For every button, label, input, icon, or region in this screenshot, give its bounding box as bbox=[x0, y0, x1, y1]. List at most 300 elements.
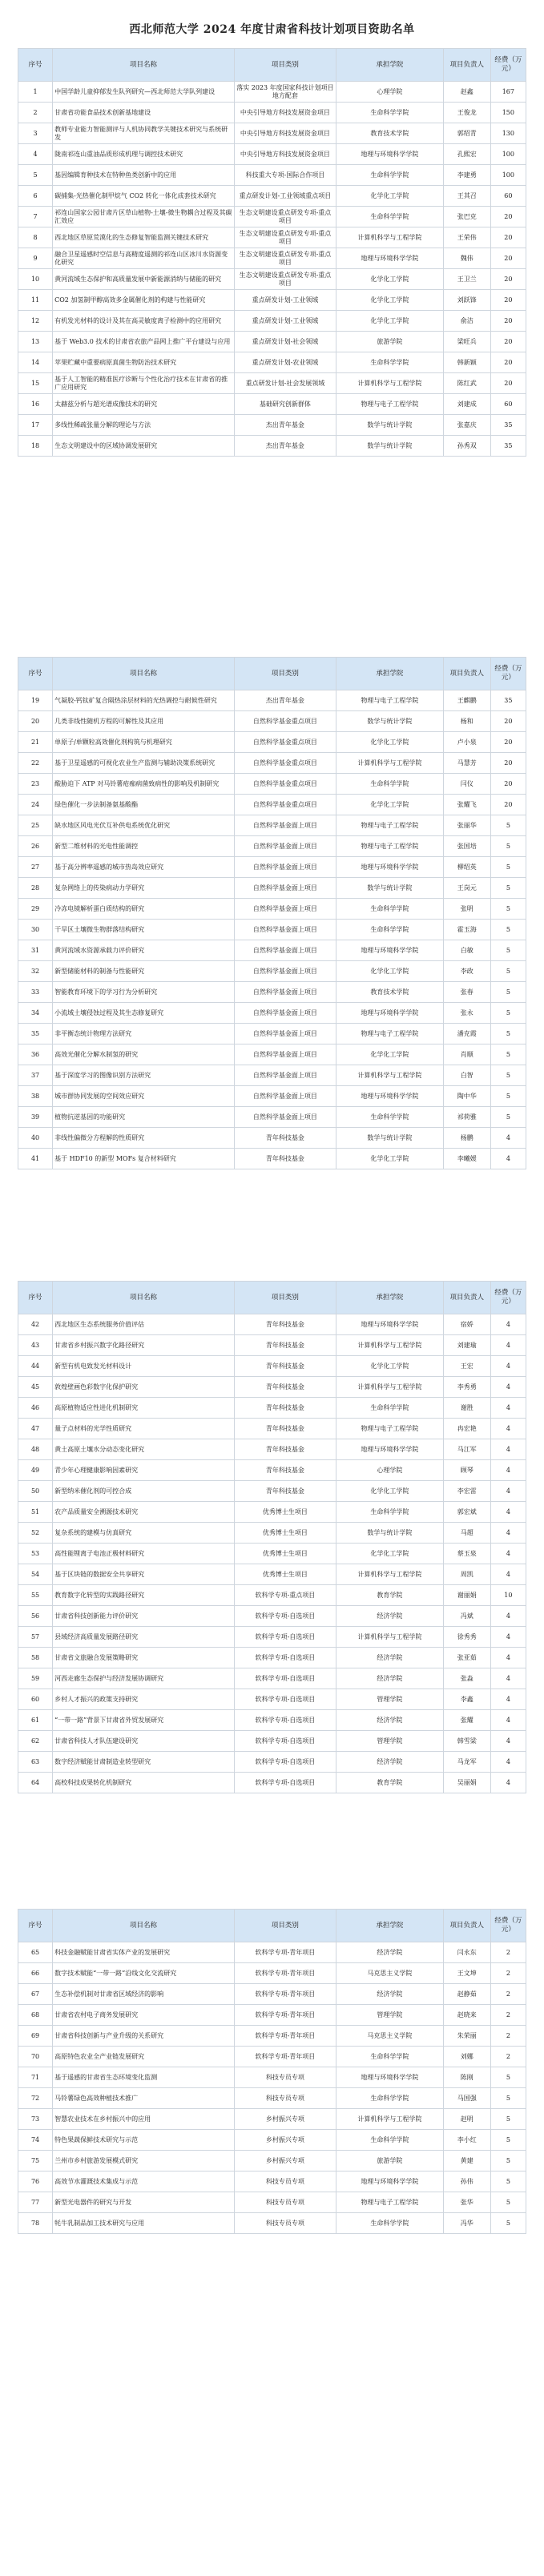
header-amount: 经费（万元） bbox=[490, 1282, 526, 1314]
funding-table-part-4 bbox=[18, 1909, 526, 2234]
project-type: 中央引导地方科技发展资金项目 bbox=[234, 123, 336, 144]
project-name: 基于 HDF10 的新型 MOFs 复合材料研究 bbox=[53, 1149, 235, 1169]
funding-amount: 2 bbox=[490, 1942, 526, 1963]
funding-table-part-2 bbox=[18, 657, 526, 1169]
college: 教育技术学院 bbox=[336, 982, 443, 1003]
project-leader: 潘克霞 bbox=[443, 1024, 490, 1044]
project-type: 中央引导地方科技发展资金项目 bbox=[234, 103, 336, 123]
funding-amount: 5 bbox=[490, 1065, 526, 1086]
funding-amount: 20 bbox=[490, 774, 526, 795]
table-row bbox=[18, 1963, 526, 1984]
table-row bbox=[18, 82, 526, 103]
funding-amount: 4 bbox=[490, 1502, 526, 1523]
project-leader: 张明 bbox=[443, 899, 490, 920]
project-type: 科技专员专项 bbox=[234, 2067, 336, 2088]
row-number: 22 bbox=[18, 753, 53, 774]
project-type: 科技专员专项 bbox=[234, 2088, 336, 2109]
table-row bbox=[18, 2213, 526, 2234]
project-type: 青年科技基金 bbox=[234, 1128, 336, 1149]
project-name: 黄河流域生态保护和高质量发展中新能源消纳与储能的研究 bbox=[53, 269, 235, 290]
project-name: 城市群协同发展的空间效应研究 bbox=[53, 1086, 235, 1107]
college: 数学与统计学院 bbox=[336, 1523, 443, 1544]
row-number: 27 bbox=[18, 857, 53, 878]
row-number: 47 bbox=[18, 1419, 53, 1439]
project-type: 基础研究创新群体 bbox=[234, 394, 336, 415]
project-name: 气凝胶-钙钛矿复合隔热涂层材料的光热调控与耐候性研究 bbox=[53, 690, 235, 711]
header-amount: 经费（万元） bbox=[490, 49, 526, 82]
funding-amount: 20 bbox=[490, 248, 526, 269]
college: 生命科学学院 bbox=[336, 1398, 443, 1419]
project-leader: 顾琴 bbox=[443, 1460, 490, 1481]
project-leader: 赵鑫 bbox=[443, 82, 490, 103]
project-type: 重点研发计划-工业领域 bbox=[234, 311, 336, 332]
college: 计算机科学与工程学院 bbox=[336, 1335, 443, 1356]
project-leader: 蔡玉泉 bbox=[443, 1544, 490, 1564]
table-row bbox=[18, 311, 526, 332]
project-type: 科技专员专项 bbox=[234, 2171, 336, 2192]
row-number: 23 bbox=[18, 774, 53, 795]
college: 物理与电子工程学院 bbox=[336, 2192, 443, 2213]
table-row bbox=[18, 1149, 526, 1169]
funding-amount: 5 bbox=[490, 940, 526, 961]
college: 管理学院 bbox=[336, 1689, 443, 1710]
project-name: 青少年心理健康影响因素研究 bbox=[53, 1460, 235, 1481]
table-row bbox=[18, 2151, 526, 2171]
table-row bbox=[18, 1523, 526, 1544]
college: 计算机科学与工程学院 bbox=[336, 1065, 443, 1086]
project-type: 自然科学基金面上项目 bbox=[234, 857, 336, 878]
project-type: 优秀博士生项目 bbox=[234, 1523, 336, 1544]
project-type: 软科学专项-青年项目 bbox=[234, 1984, 336, 2005]
table-row bbox=[18, 2047, 526, 2067]
project-leader: 张嘉庆 bbox=[443, 415, 490, 436]
project-name: “一带一路”背景下甘肃省外贸发展研究 bbox=[53, 1710, 235, 1731]
project-type: 青年科技基金 bbox=[234, 1335, 336, 1356]
table-row bbox=[18, 1502, 526, 1523]
table-row bbox=[18, 144, 526, 165]
funding-amount: 4 bbox=[490, 1731, 526, 1752]
project-name: 生态文明建设中的区域协调发展研究 bbox=[53, 436, 235, 457]
project-type: 重点研发计划-农业领域 bbox=[234, 352, 336, 373]
table-row bbox=[18, 2171, 526, 2192]
project-name: 县域经济高质量发展路径研究 bbox=[53, 1627, 235, 1648]
project-name: 复杂系统的建模与仿真研究 bbox=[53, 1523, 235, 1544]
funding-amount: 5 bbox=[490, 961, 526, 982]
project-leader: 陈红武 bbox=[443, 373, 490, 394]
table-row bbox=[18, 690, 526, 711]
funding-amount: 5 bbox=[490, 2151, 526, 2171]
table-header-row bbox=[18, 1282, 526, 1314]
funding-amount: 5 bbox=[490, 1024, 526, 1044]
table-row bbox=[18, 878, 526, 899]
table-row bbox=[18, 227, 526, 248]
college: 地理与环境科学学院 bbox=[336, 2067, 443, 2088]
funding-table-part-3 bbox=[18, 1281, 526, 1793]
project-name: 酸胁迫下 ATP 对马铃薯疮痂病菌致病性的影响及机制研究 bbox=[53, 774, 235, 795]
funding-amount: 5 bbox=[490, 2088, 526, 2109]
table-row bbox=[18, 1773, 526, 1793]
project-type: 乡村振兴专项 bbox=[234, 2109, 336, 2130]
college: 生命科学学院 bbox=[336, 2213, 443, 2234]
funding-amount: 5 bbox=[490, 899, 526, 920]
college: 化学化工学院 bbox=[336, 961, 443, 982]
college: 化学化工学院 bbox=[336, 732, 443, 753]
row-number: 36 bbox=[18, 1044, 53, 1065]
project-name: 黄土高原土壤水分动态变化研究 bbox=[53, 1439, 235, 1460]
project-type: 生态文明建设重点研发专项-重点项目 bbox=[234, 227, 336, 248]
project-type: 软科学专项-自选项目 bbox=[234, 1668, 336, 1689]
header-project-name: 项目名称 bbox=[53, 1282, 235, 1314]
college: 计算机科学与工程学院 bbox=[336, 1564, 443, 1585]
table-row bbox=[18, 2088, 526, 2109]
college: 经济学院 bbox=[336, 1984, 443, 2005]
funding-amount: 20 bbox=[490, 352, 526, 373]
college: 经济学院 bbox=[336, 1606, 443, 1627]
funding-amount: 35 bbox=[490, 690, 526, 711]
project-type: 科技专员专项 bbox=[234, 2192, 336, 2213]
project-type: 软科学专项-青年项目 bbox=[234, 2047, 336, 2067]
project-type: 软科学专项-自选项目 bbox=[234, 1752, 336, 1773]
college: 经济学院 bbox=[336, 1752, 443, 1773]
college: 地理与环境科学学院 bbox=[336, 248, 443, 269]
table-row bbox=[18, 123, 526, 144]
project-name: 融合卫星遥感时空信息与高精度遥测的祁连山区冰川水资源变化研究 bbox=[53, 248, 235, 269]
funding-amount: 20 bbox=[490, 732, 526, 753]
project-type: 软科学专项-自选项目 bbox=[234, 1648, 336, 1668]
row-number: 35 bbox=[18, 1024, 53, 1044]
project-leader: 魏伟 bbox=[443, 248, 490, 269]
project-name: CO2 加氢制甲醇高效多金属催化剂的构建与性能研究 bbox=[53, 290, 235, 311]
project-name: 陇南祁连山重油品质形成机理与调控技术研究 bbox=[53, 144, 235, 165]
funding-amount: 4 bbox=[490, 1481, 526, 1502]
college: 数学与统计学院 bbox=[336, 415, 443, 436]
project-leader: 刘跃锋 bbox=[443, 290, 490, 311]
college: 马克思主义学院 bbox=[336, 2026, 443, 2047]
table-row bbox=[18, 2067, 526, 2088]
project-leader: 陈刚 bbox=[443, 2067, 490, 2088]
project-type: 自然科学基金面上项目 bbox=[234, 1003, 336, 1024]
table-row bbox=[18, 373, 526, 394]
table-row bbox=[18, 1398, 526, 1419]
project-type: 自然科学基金面上项目 bbox=[234, 961, 336, 982]
table-row bbox=[18, 732, 526, 753]
college: 化学化工学院 bbox=[336, 795, 443, 815]
college: 管理学院 bbox=[336, 2005, 443, 2026]
funding-amount: 60 bbox=[490, 186, 526, 207]
funding-amount: 4 bbox=[490, 1128, 526, 1149]
table-row bbox=[18, 186, 526, 207]
college: 化学化工学院 bbox=[336, 1481, 443, 1502]
table-row bbox=[18, 103, 526, 123]
project-name: 甘肃省文旅融合发展策略研究 bbox=[53, 1648, 235, 1668]
funding-amount: 4 bbox=[490, 1752, 526, 1773]
project-leader: 祁荷雅 bbox=[443, 1107, 490, 1128]
project-type: 生态文明建设重点研发专项-重点项目 bbox=[234, 269, 336, 290]
college: 数学与统计学院 bbox=[336, 711, 443, 732]
table-row bbox=[18, 961, 526, 982]
funding-amount: 4 bbox=[490, 1335, 526, 1356]
table-row bbox=[18, 1710, 526, 1731]
college: 物理与电子工程学院 bbox=[336, 815, 443, 836]
project-leader: 赵晓来 bbox=[443, 2005, 490, 2026]
funding-amount: 2 bbox=[490, 1984, 526, 2005]
funding-amount: 4 bbox=[490, 1356, 526, 1377]
project-leader: 周凯 bbox=[443, 1564, 490, 1585]
project-name: 缺水地区风电光伏互补供电系统优化研究 bbox=[53, 815, 235, 836]
row-number: 74 bbox=[18, 2130, 53, 2151]
row-number: 39 bbox=[18, 1107, 53, 1128]
funding-amount: 100 bbox=[490, 144, 526, 165]
table-row bbox=[18, 1024, 526, 1044]
project-name: 牦牛乳制品加工技术研究与应用 bbox=[53, 2213, 235, 2234]
project-name: 甘肃省农村电子商务发展研究 bbox=[53, 2005, 235, 2026]
table-row bbox=[18, 2192, 526, 2213]
college: 化学化工学院 bbox=[336, 290, 443, 311]
table-row bbox=[18, 436, 526, 457]
table-row bbox=[18, 753, 526, 774]
project-type: 乡村振兴专项 bbox=[234, 2130, 336, 2151]
table-row bbox=[18, 165, 526, 186]
project-name: 量子点材料的光学性质研究 bbox=[53, 1419, 235, 1439]
project-leader: 刘建瑜 bbox=[443, 1335, 490, 1356]
row-number: 10 bbox=[18, 269, 53, 290]
table-row bbox=[18, 1065, 526, 1086]
project-name: 祁连山国家公园甘肃片区草山植物-土壤-微生物耦合过程及其碳汇效应 bbox=[53, 207, 235, 227]
project-type: 软科学专项-重点项目 bbox=[234, 1585, 336, 1606]
college: 物理与电子工程学院 bbox=[336, 836, 443, 857]
project-name: 科技金融赋能甘肃省实体产业的发展研究 bbox=[53, 1942, 235, 1963]
funding-amount: 20 bbox=[490, 795, 526, 815]
row-number: 76 bbox=[18, 2171, 53, 2192]
row-number: 25 bbox=[18, 815, 53, 836]
project-type: 乡村振兴专项 bbox=[234, 2151, 336, 2171]
project-leader: 白智 bbox=[443, 1065, 490, 1086]
college: 地理与环境科学学院 bbox=[336, 1086, 443, 1107]
project-type: 自然科学基金面上项目 bbox=[234, 878, 336, 899]
project-type: 自然科学基金面上项目 bbox=[234, 1107, 336, 1128]
row-number: 38 bbox=[18, 1086, 53, 1107]
project-name: 生态补偿机制对甘肃省区域经济的影响 bbox=[53, 1984, 235, 2005]
project-leader: 吴丽娟 bbox=[443, 1773, 490, 1793]
project-type: 自然科学基金面上项目 bbox=[234, 899, 336, 920]
header-number: 序号 bbox=[18, 49, 53, 82]
project-name: 甘肃省功能食品技术创新基地建设 bbox=[53, 103, 235, 123]
funding-amount: 5 bbox=[490, 878, 526, 899]
header-number: 序号 bbox=[18, 1910, 53, 1942]
project-leader: 闫仪 bbox=[443, 774, 490, 795]
table-row bbox=[18, 2026, 526, 2047]
row-number: 62 bbox=[18, 1731, 53, 1752]
funding-amount: 4 bbox=[490, 1564, 526, 1585]
project-type: 杰出青年基金 bbox=[234, 690, 336, 711]
table-row bbox=[18, 1377, 526, 1398]
college: 物理与电子工程学院 bbox=[336, 1419, 443, 1439]
project-type: 自然科学基金面上项目 bbox=[234, 920, 336, 940]
project-name: 基于高分辨率遥感的城市热岛效应研究 bbox=[53, 857, 235, 878]
row-number: 71 bbox=[18, 2067, 53, 2088]
funding-amount: 5 bbox=[490, 857, 526, 878]
project-leader: 霍玉海 bbox=[443, 920, 490, 940]
project-leader: 李建勇 bbox=[443, 165, 490, 186]
project-name: 几类非线性随机方程的可解性及其应用 bbox=[53, 711, 235, 732]
college: 生命科学学院 bbox=[336, 103, 443, 123]
college: 地理与环境科学学院 bbox=[336, 144, 443, 165]
table-row bbox=[18, 1942, 526, 1963]
college: 生命科学学院 bbox=[336, 165, 443, 186]
row-number: 54 bbox=[18, 1564, 53, 1585]
project-type: 软科学专项-青年项目 bbox=[234, 2026, 336, 2047]
project-leader: 王麒鹏 bbox=[443, 690, 490, 711]
project-type: 自然科学基金重点项目 bbox=[234, 732, 336, 753]
funding-amount: 5 bbox=[490, 920, 526, 940]
table-row bbox=[18, 1314, 526, 1335]
college: 物理与电子工程学院 bbox=[336, 1024, 443, 1044]
project-leader: 韩雪梁 bbox=[443, 1731, 490, 1752]
college: 计算机科学与工程学院 bbox=[336, 1627, 443, 1648]
project-name: 特色果蔬保鲜技术研究与示范 bbox=[53, 2130, 235, 2151]
row-number: 52 bbox=[18, 1523, 53, 1544]
funding-amount: 5 bbox=[490, 2171, 526, 2192]
project-name: 高原植物适应性进化机制研究 bbox=[53, 1398, 235, 1419]
project-leader: 张永 bbox=[443, 1003, 490, 1024]
project-leader: 孔熙宏 bbox=[443, 144, 490, 165]
row-number: 55 bbox=[18, 1585, 53, 1606]
project-leader: 俞洁 bbox=[443, 311, 490, 332]
college: 生命科学学院 bbox=[336, 920, 443, 940]
row-number: 53 bbox=[18, 1544, 53, 1564]
row-number: 69 bbox=[18, 2026, 53, 2047]
project-type: 软科学专项-自选项目 bbox=[234, 1731, 336, 1752]
project-leader: 李政 bbox=[443, 961, 490, 982]
project-type: 科技专员专项 bbox=[234, 2213, 336, 2234]
header-amount: 经费（万元） bbox=[490, 1910, 526, 1942]
project-name: 高性能锂离子电池正极材料研究 bbox=[53, 1544, 235, 1564]
project-name: 复杂网络上的传染病动力学研究 bbox=[53, 878, 235, 899]
college: 化学化工学院 bbox=[336, 1356, 443, 1377]
project-type: 软科学专项-青年项目 bbox=[234, 1963, 336, 1984]
project-type: 自然科学基金面上项目 bbox=[234, 1024, 336, 1044]
funding-amount: 5 bbox=[490, 2067, 526, 2088]
project-leader: 张国培 bbox=[443, 836, 490, 857]
funding-amount: 4 bbox=[490, 1710, 526, 1731]
project-leader: 徐秀秀 bbox=[443, 1627, 490, 1648]
college: 地理与环境科学学院 bbox=[336, 1003, 443, 1024]
row-number: 1 bbox=[18, 82, 53, 103]
funding-amount: 4 bbox=[490, 1149, 526, 1169]
project-type: 青年科技基金 bbox=[234, 1481, 336, 1502]
row-number: 33 bbox=[18, 982, 53, 1003]
project-type: 自然科学基金面上项目 bbox=[234, 815, 336, 836]
table-row bbox=[18, 1335, 526, 1356]
header-college: 承担学院 bbox=[336, 1282, 443, 1314]
project-type: 软科学专项-自选项目 bbox=[234, 1710, 336, 1731]
college: 计算机科学与工程学院 bbox=[336, 2109, 443, 2130]
project-leader: 杨和 bbox=[443, 711, 490, 732]
project-name: 高校科技成果转化机制研究 bbox=[53, 1773, 235, 1793]
row-number: 24 bbox=[18, 795, 53, 815]
header-project-name: 项目名称 bbox=[53, 658, 235, 690]
college: 化学化工学院 bbox=[336, 1044, 443, 1065]
funding-amount: 20 bbox=[490, 311, 526, 332]
funding-amount: 4 bbox=[490, 1689, 526, 1710]
funding-amount: 20 bbox=[490, 207, 526, 227]
header-project-type: 项目类别 bbox=[234, 658, 336, 690]
project-type: 杰出青年基金 bbox=[234, 436, 336, 457]
funding-amount: 2 bbox=[490, 2005, 526, 2026]
project-leader: 张淼 bbox=[443, 1668, 490, 1689]
row-number: 31 bbox=[18, 940, 53, 961]
row-number: 26 bbox=[18, 836, 53, 857]
row-number: 15 bbox=[18, 373, 53, 394]
project-leader: 马龙军 bbox=[443, 1752, 490, 1773]
college: 化学化工学院 bbox=[336, 186, 443, 207]
row-number: 6 bbox=[18, 186, 53, 207]
row-number: 61 bbox=[18, 1710, 53, 1731]
project-name: 新型二维材料的光电性能调控 bbox=[53, 836, 235, 857]
project-type: 青年科技基金 bbox=[234, 1356, 336, 1377]
project-leader: 冉宏艳 bbox=[443, 1419, 490, 1439]
table-row bbox=[18, 857, 526, 878]
row-number: 37 bbox=[18, 1065, 53, 1086]
header-number: 序号 bbox=[18, 1282, 53, 1314]
row-number: 58 bbox=[18, 1648, 53, 1668]
project-name: 教育数字化转型的实践路径研究 bbox=[53, 1585, 235, 1606]
project-name: 基因编辑育种技术在特种鱼类创新中的应用 bbox=[53, 165, 235, 186]
project-leader: 李宏雷 bbox=[443, 1481, 490, 1502]
project-type: 自然科学基金面上项目 bbox=[234, 982, 336, 1003]
project-name: 新型纳米催化剂的可控合成 bbox=[53, 1481, 235, 1502]
row-number: 8 bbox=[18, 227, 53, 248]
project-name: 甘肃省科技创新与产业升级的关系研究 bbox=[53, 2026, 235, 2047]
funding-amount: 5 bbox=[490, 815, 526, 836]
college: 经济学院 bbox=[336, 1668, 443, 1689]
project-type: 落实 2023 年度国家科技计划项目地方配套 bbox=[234, 82, 336, 103]
project-leader: 马慧芳 bbox=[443, 753, 490, 774]
project-type: 自然科学基金面上项目 bbox=[234, 1044, 336, 1065]
project-name: 马铃薯绿色高效种植技术推广 bbox=[53, 2088, 235, 2109]
funding-amount: 2 bbox=[490, 1963, 526, 1984]
project-leader: 张巴克 bbox=[443, 207, 490, 227]
project-leader: 朱荣丽 bbox=[443, 2026, 490, 2047]
project-leader: 梁旺兵 bbox=[443, 332, 490, 352]
project-name: 高效节水灌溉技术集成与示范 bbox=[53, 2171, 235, 2192]
project-type: 青年科技基金 bbox=[234, 1149, 336, 1169]
project-name: 中国学龄儿童抑郁发生队列研究—西北师范大学队列建设 bbox=[53, 82, 235, 103]
project-name: 单原子/单颗粒高效催化剂构筑与机理研究 bbox=[53, 732, 235, 753]
project-name: 西北地区生态系统服务价值评估 bbox=[53, 1314, 235, 1335]
row-number: 72 bbox=[18, 2088, 53, 2109]
table-row bbox=[18, 394, 526, 415]
row-number: 28 bbox=[18, 878, 53, 899]
project-leader: 谢丽娟 bbox=[443, 1585, 490, 1606]
funding-amount: 20 bbox=[490, 269, 526, 290]
table-row bbox=[18, 1606, 526, 1627]
row-number: 19 bbox=[18, 690, 53, 711]
row-number: 67 bbox=[18, 1984, 53, 2005]
row-number: 3 bbox=[18, 123, 53, 144]
project-type: 优秀博士生项目 bbox=[234, 1564, 336, 1585]
college: 计算机科学与工程学院 bbox=[336, 227, 443, 248]
funding-amount: 20 bbox=[490, 227, 526, 248]
college: 生命科学学院 bbox=[336, 207, 443, 227]
header-leader: 项目负责人 bbox=[443, 1282, 490, 1314]
project-name: 智能教育环境下的学习行为分析研究 bbox=[53, 982, 235, 1003]
college: 计算机科学与工程学院 bbox=[336, 753, 443, 774]
project-leader: 王其召 bbox=[443, 186, 490, 207]
row-number: 48 bbox=[18, 1439, 53, 1460]
funding-amount: 4 bbox=[490, 1419, 526, 1439]
college: 物理与电子工程学院 bbox=[336, 394, 443, 415]
